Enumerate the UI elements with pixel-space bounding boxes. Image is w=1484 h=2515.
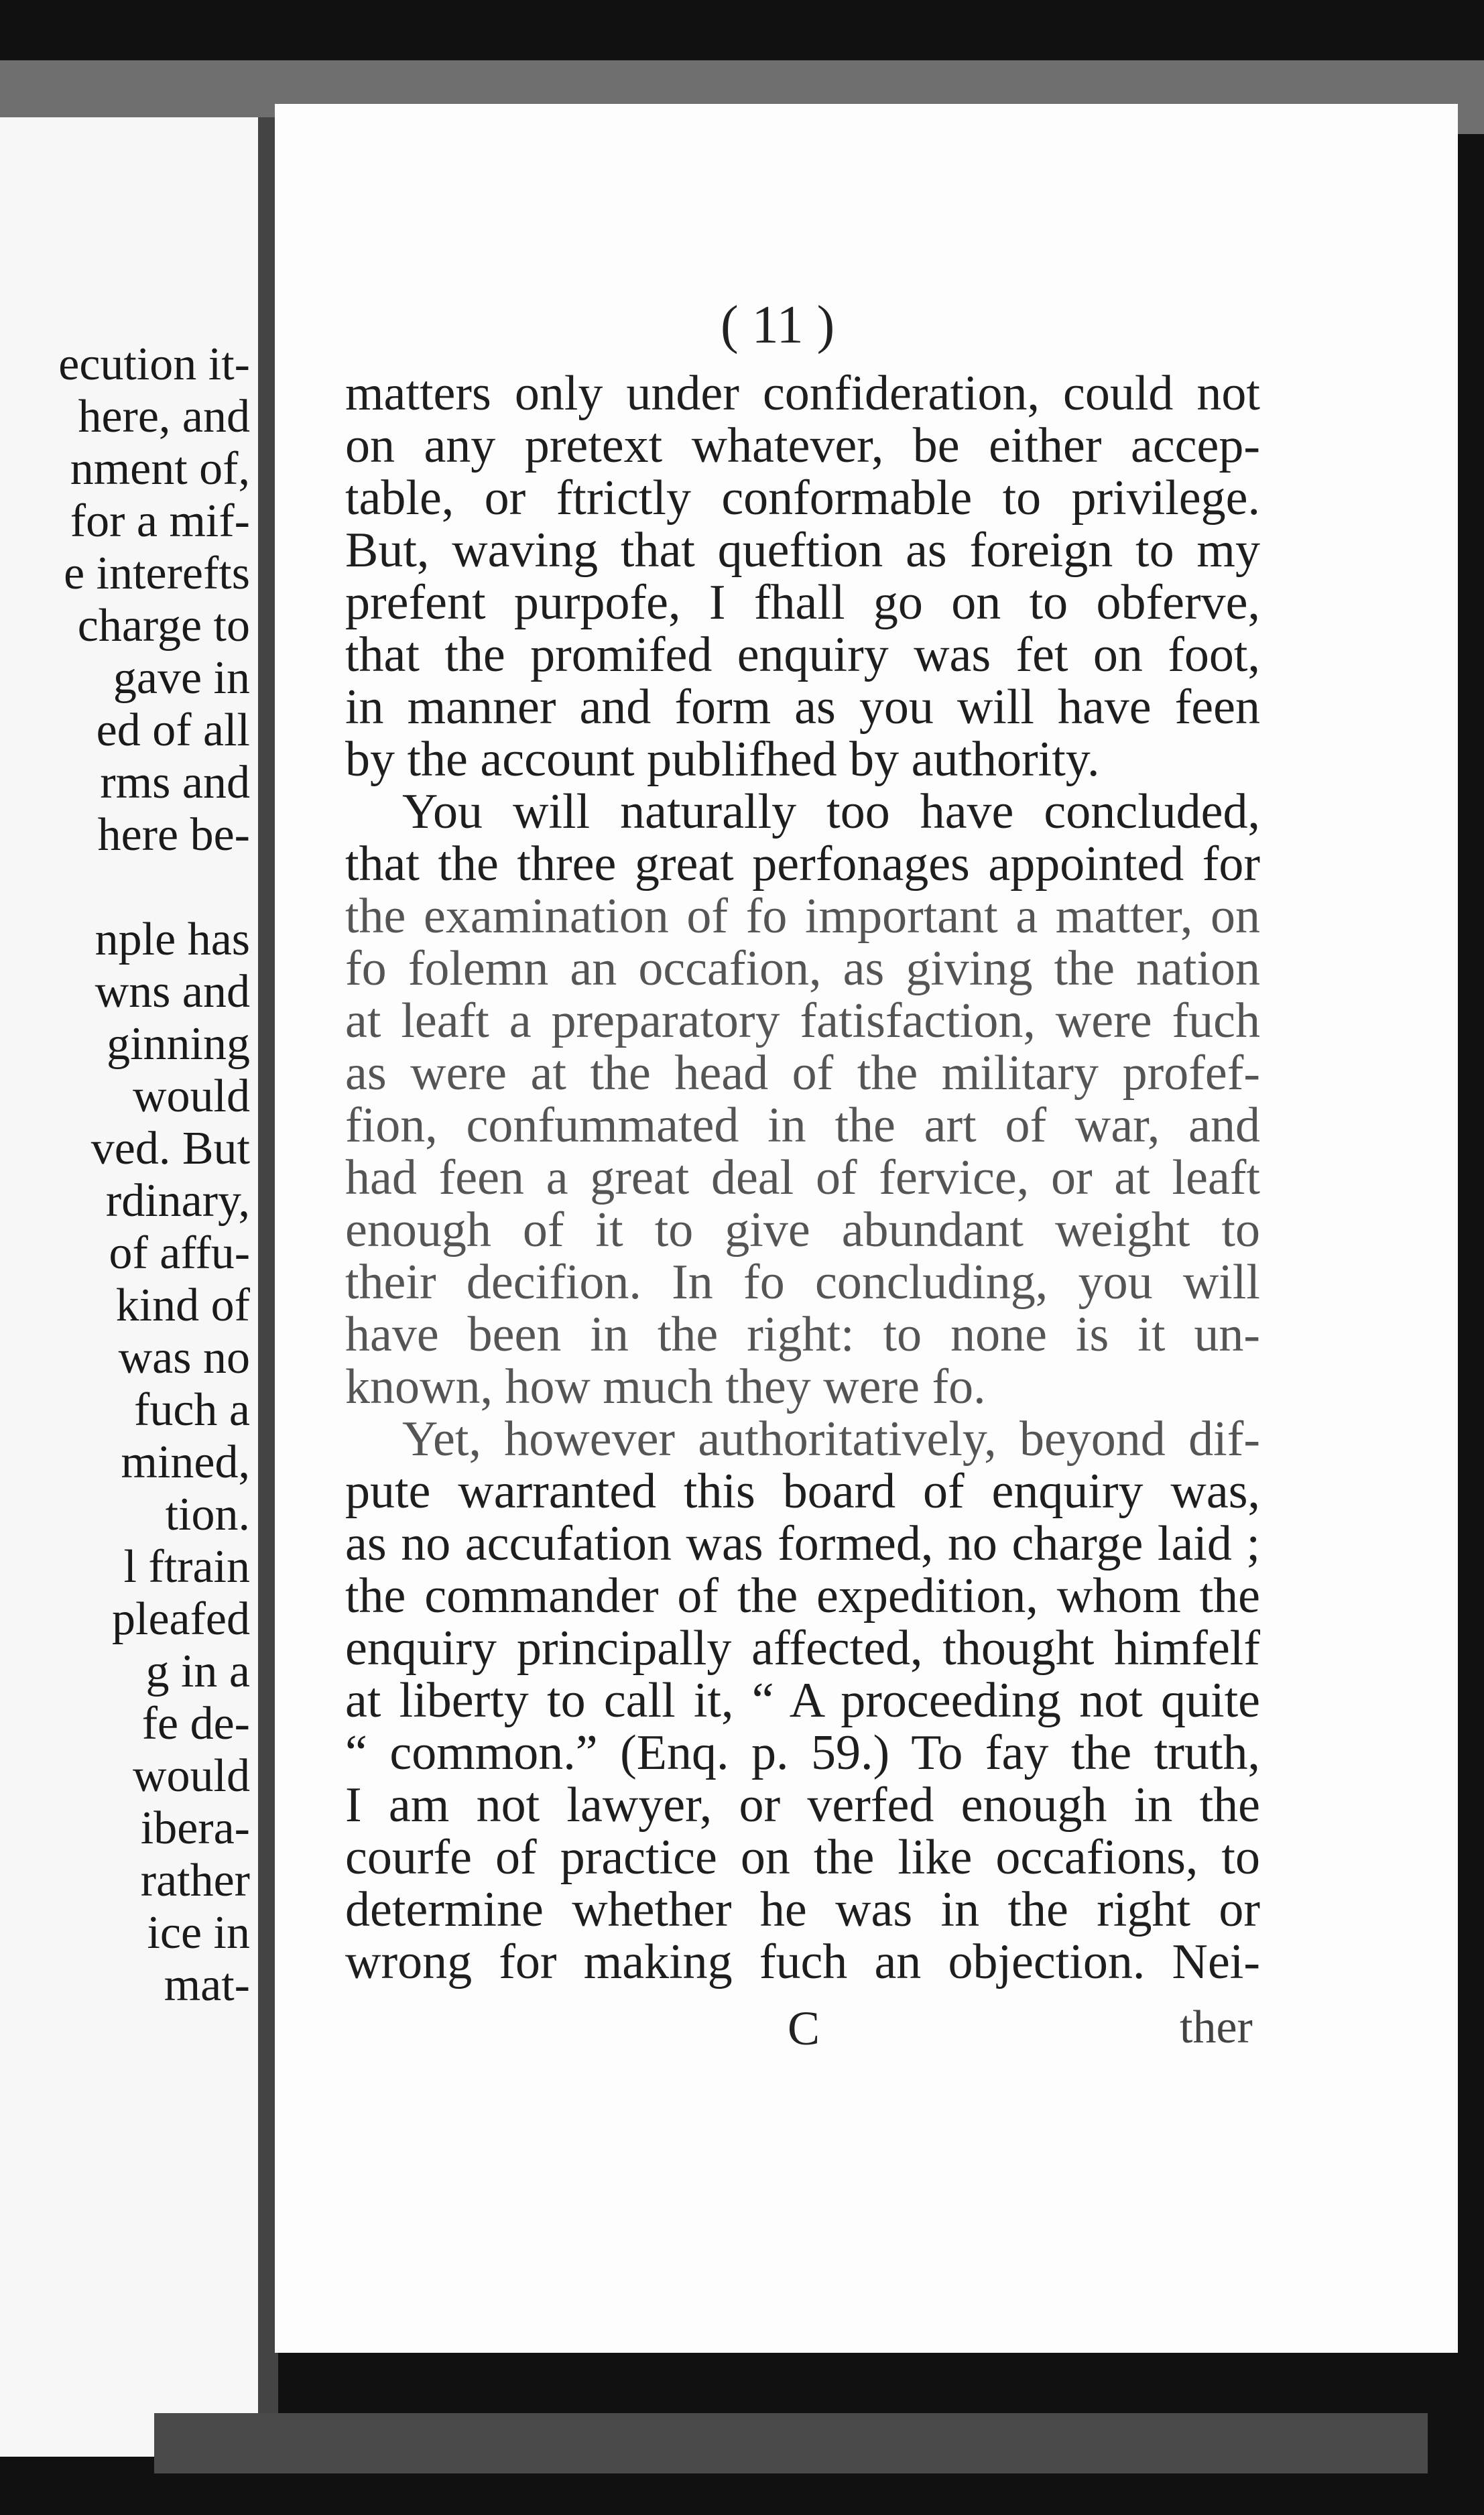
- left-text-line: charge to: [77, 600, 250, 652]
- left-text-line: mined,: [121, 1436, 250, 1488]
- body-line: “ common.” (Enq. p. 59.) To fay the truth,: [345, 1725, 1260, 1780]
- body-line: the examination of fo important a matter, on: [345, 889, 1260, 944]
- left-page: [0, 117, 258, 2457]
- body-line: enquiry principally affected, thought himfelf: [345, 1621, 1260, 1676]
- left-text-line: nple has: [95, 914, 250, 965]
- left-text-line: was no: [118, 1332, 250, 1384]
- left-text-line: rather: [140, 1855, 250, 1906]
- left-text-line: tion.: [165, 1489, 250, 1540]
- left-text-line: pleafed: [112, 1593, 250, 1645]
- left-text-line: here, and: [78, 391, 250, 442]
- body-line: prefent purpofe, I fhall go on to obferve,: [345, 575, 1260, 630]
- body-line: wrong for making fuch an objection. Nei-: [345, 1935, 1260, 1989]
- paragraph-first-line: Yet, however authoritatively, beyond dif-: [402, 1412, 1260, 1467]
- left-text-line: ginning: [107, 1018, 250, 1070]
- left-text-line: ecution it-: [58, 339, 250, 390]
- scan-bottom-band: [154, 2413, 1428, 2473]
- body-line: at liberty to call it, “ A proceeding not quite: [345, 1673, 1260, 1728]
- body-line: table, or ftrictly conformable to privilege.: [345, 471, 1260, 526]
- body-line: as were at the head of the military profef-: [345, 1046, 1260, 1101]
- left-text-line: ed of all: [96, 704, 250, 756]
- left-text-line: kind of: [115, 1280, 250, 1331]
- body-line: fo folemn an occafion, as giving the nation: [345, 941, 1260, 996]
- left-text-line: rdinary,: [105, 1175, 250, 1227]
- body-line: on any pretext whatever, be either accep-: [345, 418, 1260, 473]
- body-line: in manner and form as you will have feen: [345, 680, 1260, 735]
- left-text-line: for a mif-: [70, 495, 250, 547]
- catchword: ther: [1180, 2002, 1253, 2053]
- body-line: have been in the right: to none is it un-: [345, 1307, 1260, 1362]
- body-line: fion, confummated in the art of war, and: [345, 1098, 1260, 1153]
- body-line: by the account publifhed by authority.: [345, 732, 1100, 787]
- left-text-line: would: [133, 1070, 250, 1122]
- left-text-line: ice in: [147, 1907, 250, 1959]
- body-line: But, waving that queftion as foreign to my: [345, 523, 1260, 578]
- left-text-line: would: [133, 1750, 250, 1802]
- body-line: determine whether he was in the right or: [345, 1882, 1260, 1937]
- body-line: known, how much they were fo.: [345, 1359, 986, 1414]
- body-line: their decifion. In fo concluding, you will: [345, 1255, 1260, 1310]
- body-line: that the promifed enquiry was fet on foot,: [345, 627, 1260, 682]
- left-text-line: g in a: [145, 1646, 250, 1697]
- left-text-line: ved. But: [90, 1123, 250, 1174]
- left-text-line: of affu-: [109, 1227, 250, 1279]
- left-text-line: fe de-: [141, 1698, 250, 1750]
- left-text-line: fuch a: [134, 1384, 250, 1436]
- body-line: courfe of practice on the like occafions, to: [345, 1830, 1260, 1885]
- body-line: the commander of the expedition, whom the: [345, 1569, 1260, 1623]
- body-line: pute warranted this board of enquiry was,: [345, 1464, 1260, 1519]
- body-line: I am not lawyer, or verfed enough in the: [345, 1778, 1260, 1833]
- body-line: that the three great perfonages appointed for: [345, 837, 1260, 892]
- left-text-line: here be-: [97, 809, 250, 861]
- left-text-line: mat-: [164, 1959, 250, 2011]
- left-text-line: nment of,: [70, 443, 250, 495]
- body-line: matters only under confideration, could not: [345, 366, 1260, 421]
- paragraph-first-line: You will naturally too have concluded,: [402, 784, 1260, 839]
- left-text-line: ibera-: [140, 1802, 250, 1854]
- left-text-line: wns and: [95, 966, 250, 1018]
- left-text-line: l ftrain: [123, 1541, 250, 1593]
- left-text-line: rms and: [100, 757, 250, 808]
- body-line: at leaft a preparatory fatisfaction, were fuch: [345, 993, 1260, 1048]
- signature-mark: C: [788, 2002, 820, 2055]
- left-text-line: e interefts: [64, 548, 250, 599]
- left-text-line: gave in: [113, 652, 250, 704]
- body-line: had feen a great deal of fervice, or at leaft: [345, 1150, 1260, 1205]
- body-line: as no accufation was formed, no charge laid ;: [345, 1516, 1260, 1571]
- page-number: ( 11 ): [721, 296, 835, 355]
- body-line: enough of it to give abundant weight to: [345, 1203, 1260, 1258]
